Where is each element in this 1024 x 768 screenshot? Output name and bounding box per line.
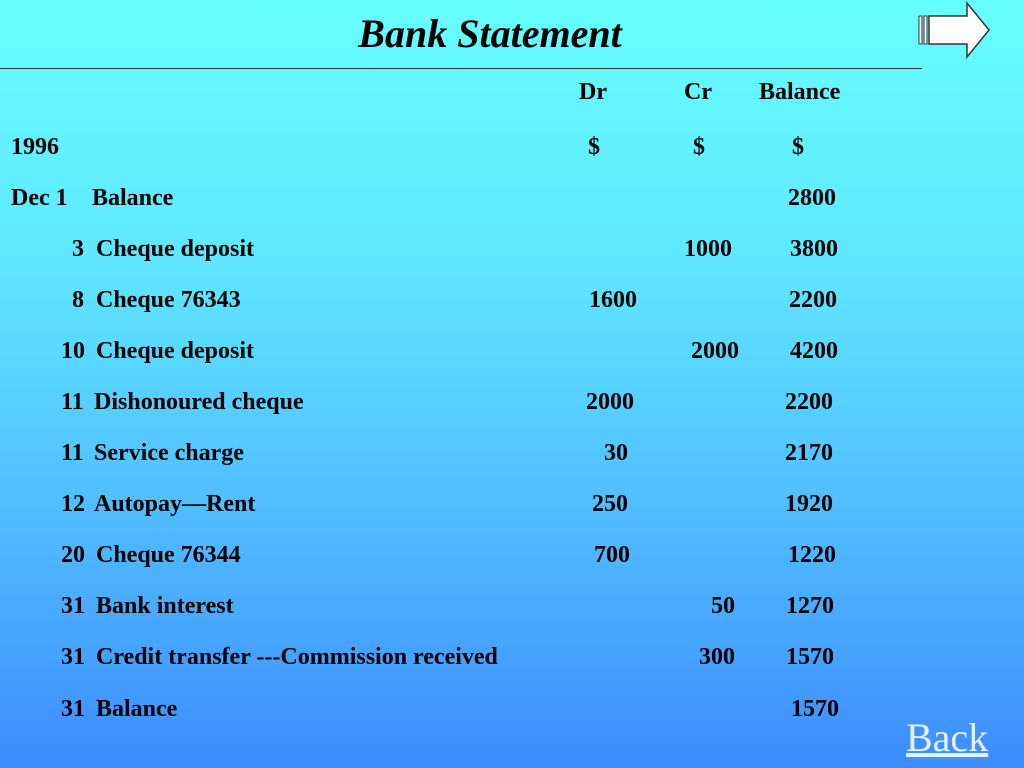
- row-balance: 1920: [785, 491, 833, 517]
- row-day: 20: [61, 542, 85, 568]
- header-dr: Dr: [579, 79, 607, 105]
- currency-cr: $: [693, 134, 705, 160]
- row-dr: 700: [594, 542, 630, 568]
- back-link[interactable]: Back: [906, 715, 989, 760]
- row-day: 11: [61, 440, 84, 466]
- row-balance: 1570: [791, 696, 839, 722]
- row-day: 11: [61, 389, 84, 415]
- row-day: 8: [72, 287, 84, 313]
- row-desc: Credit transfer ---Commission received: [96, 644, 498, 670]
- row-desc: Service charge: [94, 440, 244, 466]
- title-divider: [0, 68, 922, 69]
- row-dr: 2000: [586, 389, 634, 415]
- row-desc: Cheque 76343: [96, 287, 241, 313]
- page-title: Bank Statement: [358, 11, 622, 56]
- currency-dr: $: [588, 134, 600, 160]
- header-balance: Balance: [759, 79, 841, 105]
- row-day: Dec 1: [11, 185, 68, 211]
- row-desc: Balance: [92, 185, 174, 211]
- row-day: 3: [72, 236, 84, 262]
- row-balance: 1270: [786, 593, 834, 619]
- row-cr: 300: [699, 644, 735, 670]
- row-day: 12: [61, 491, 85, 517]
- row-balance: 4200: [790, 338, 838, 364]
- row-desc: Bank interest: [96, 593, 234, 619]
- row-cr: 50: [711, 593, 735, 619]
- row-cr: 2000: [691, 338, 739, 364]
- row-day: 10: [61, 338, 85, 364]
- row-desc: Cheque deposit: [96, 236, 255, 262]
- row-desc: Cheque 76344: [96, 542, 241, 568]
- row-desc: Dishonoured cheque: [94, 389, 304, 415]
- row-balance: 2200: [785, 389, 833, 415]
- row-desc: Cheque deposit: [96, 338, 255, 364]
- row-dr: 1600: [589, 287, 637, 313]
- row-desc: Balance: [96, 696, 178, 722]
- row-day: 31: [61, 593, 85, 619]
- row-balance: 1220: [788, 542, 836, 568]
- row-balance: 2800: [788, 185, 836, 211]
- row-balance: 1570: [786, 644, 834, 670]
- row-dr: 250: [592, 491, 628, 517]
- row-dr: 30: [604, 440, 628, 466]
- row-balance: 3800: [790, 236, 838, 262]
- row-cr: 1000: [684, 236, 732, 262]
- year-label: 1996: [11, 134, 59, 160]
- row-desc: Autopay—Rent: [94, 491, 256, 517]
- row-balance: 2170: [785, 440, 833, 466]
- next-arrow-icon[interactable]: [915, 0, 993, 62]
- header-cr: Cr: [684, 79, 712, 105]
- row-day: 31: [61, 644, 85, 670]
- row-balance: 2200: [789, 287, 837, 313]
- row-day: 31: [61, 696, 85, 722]
- currency-balance: $: [792, 134, 804, 160]
